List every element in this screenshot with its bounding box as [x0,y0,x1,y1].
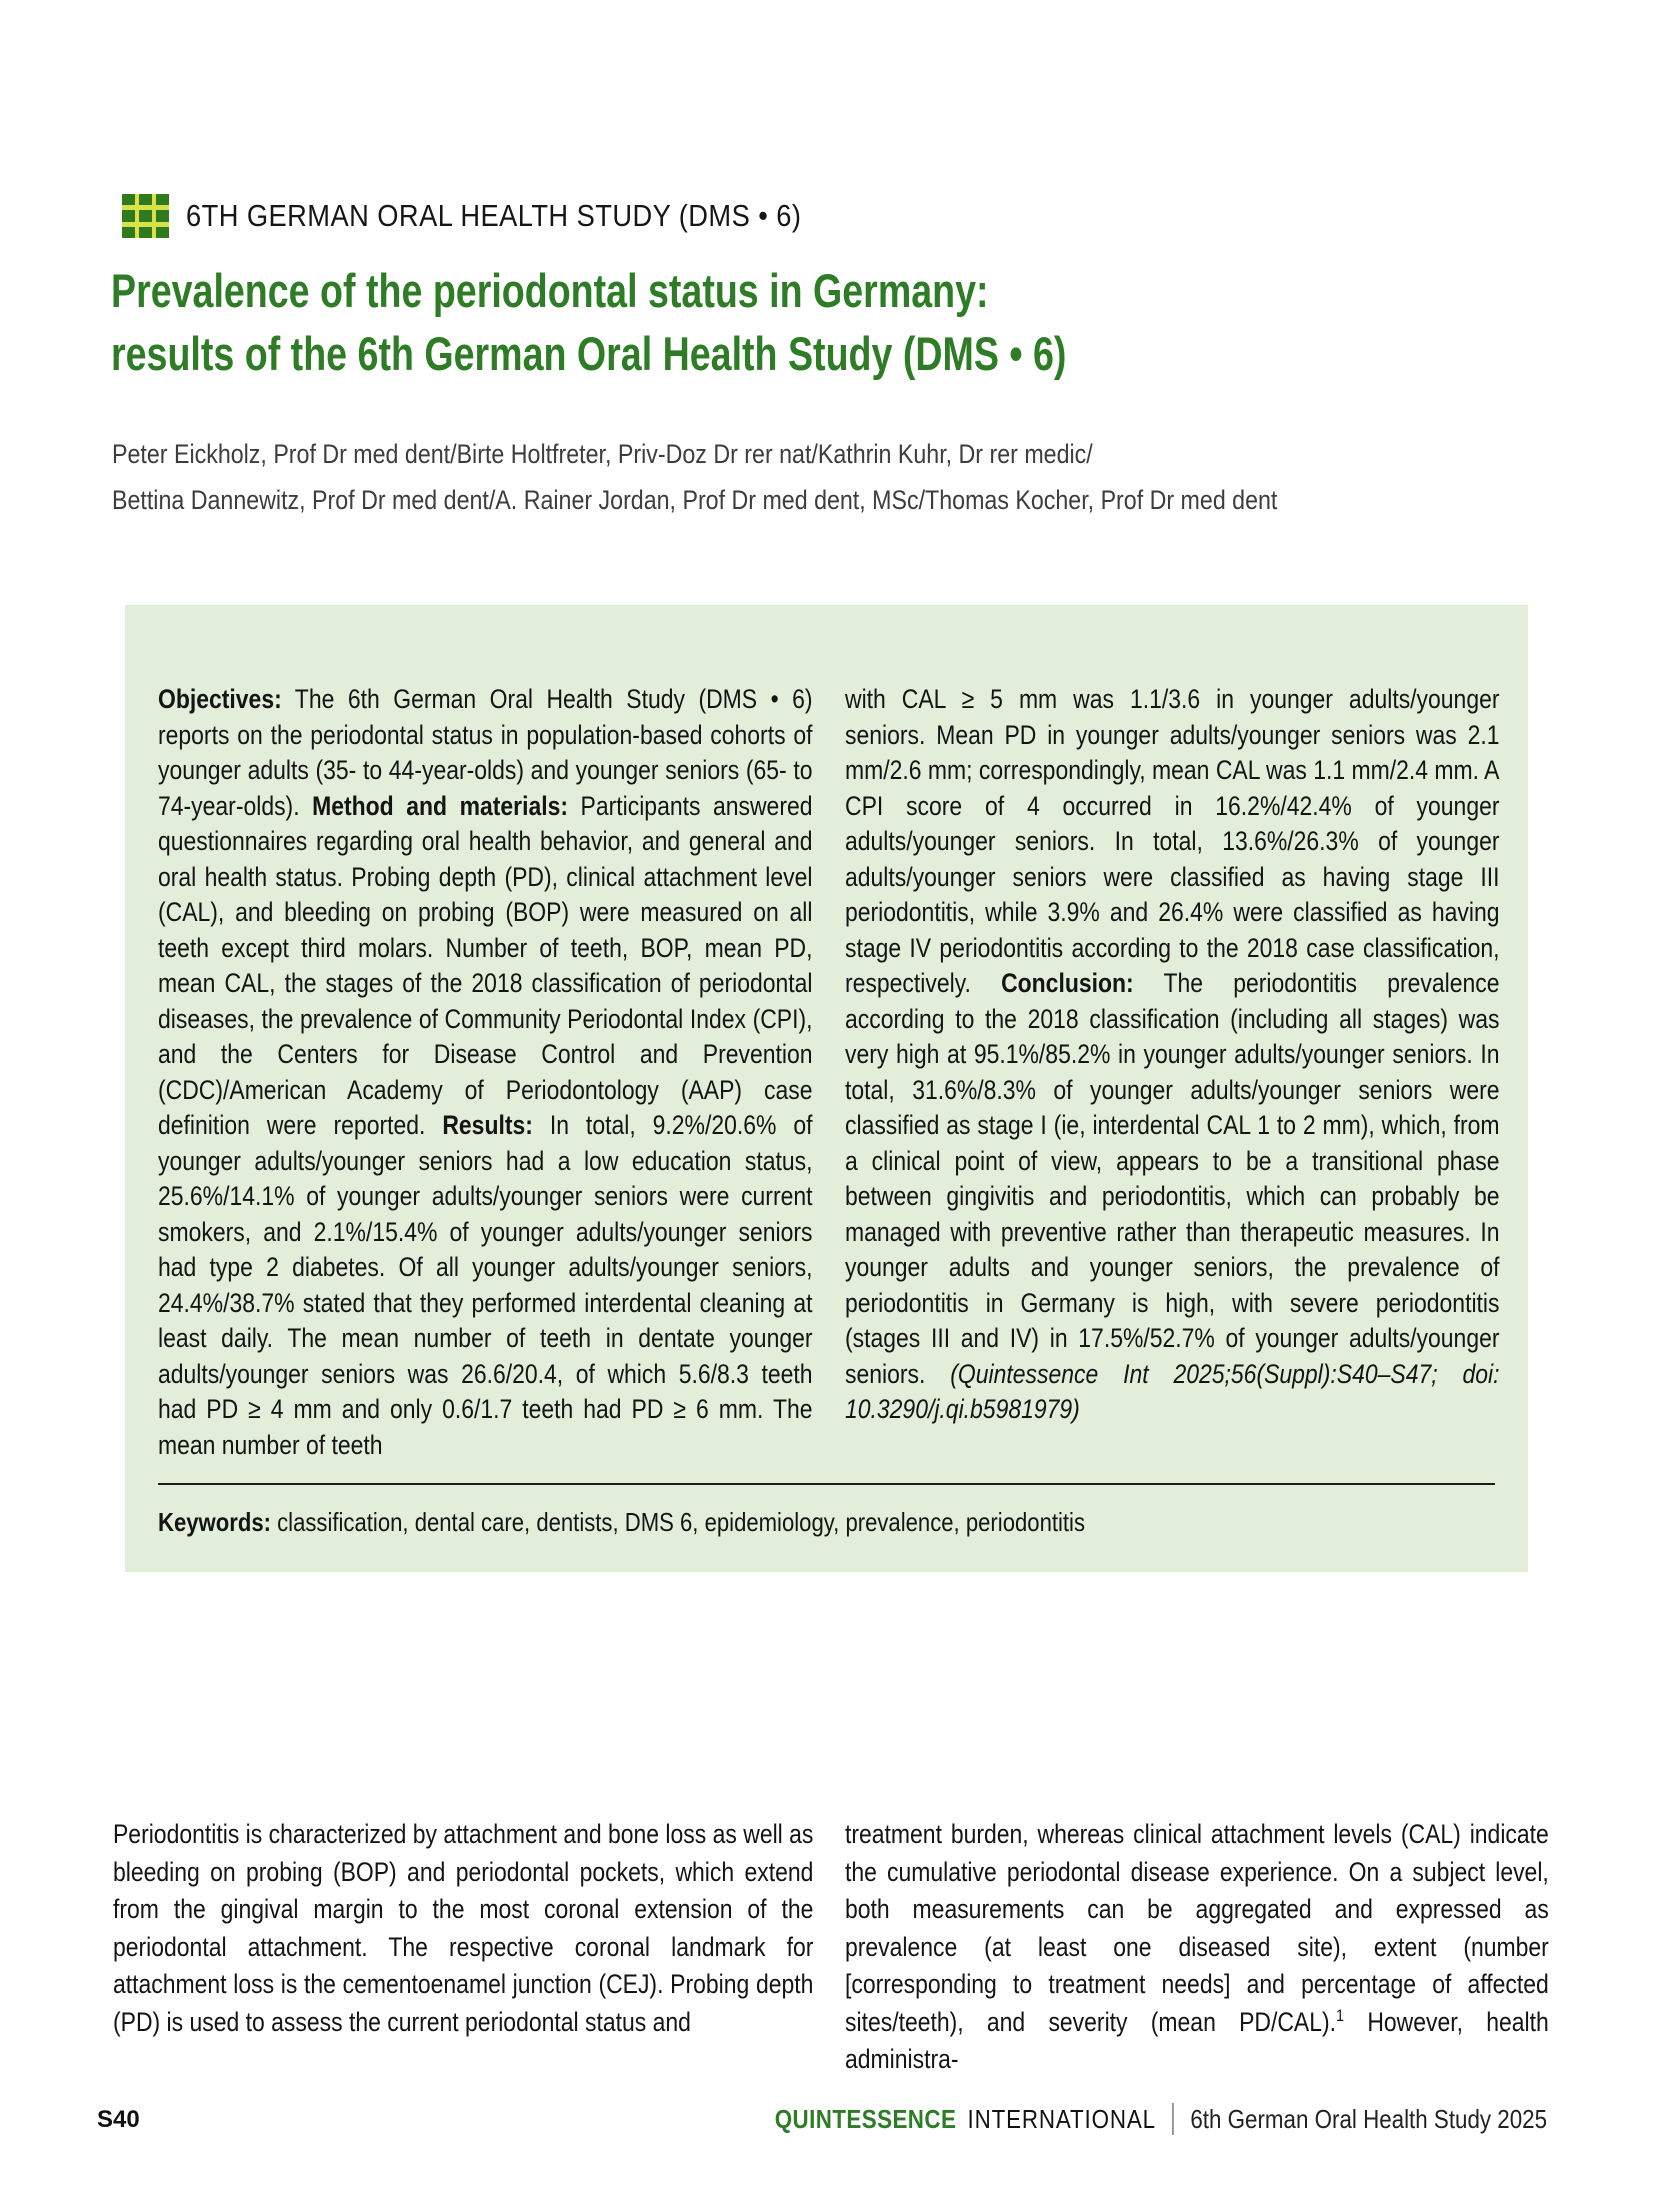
reference-superscript: 1 [1336,2005,1345,2025]
author-list-line2: Bettina Dannewitz, Prof Dr med dent/A. Rainer Jordan, Prof Dr med dent, MSc/Thomas Kocher, Prof Dr med dent [112,485,1278,515]
article-title-line1: Prevalence of the periodontal status in Germany: [111,264,989,317]
article-title [111,259,1066,385]
body-right-text-continued: However, health administra- [845,2006,1549,2074]
body-left-text: Periodontitis is characterized by attachment and bone loss as well as bleeding on probing (BOP) and periodontal pockets, which extend from the gingival margin to the most coronal extension of the periodontal attachment. The respective coronal landmark for attachment loss is the cementoenamel junction (CEJ). Probing depth (PD) is used to assess the current periodontal status and [113,1819,814,2037]
conclusion-text: The periodontitis prevalence according to the 2018 classification (including all stages) was very high at 95.1%/85.2% in younger adults/younger seniors. In total, 31.6%/8.3% of younger adults/younger seniors were classified as stage I (ie, interdental CAL 1 to 2 mm), which, from a clinical point of view, appears to be a transitional phase between gingivitis and periodontitis, which can probably be managed with preventive rather than therapeutic measures. In younger adults and younger seniors, the prevalence of periodontitis in Germany is high, with severe periodontitis (stages III and IV) in 17.5%/52.7% of younger adults/younger seniors. [845,968,1500,1389]
keywords-label: Keywords: [158,1507,271,1537]
keywords-divider [158,1483,1495,1485]
method-label: Method and materials: [312,790,569,821]
article-title-line2: results of the 6th German Oral Health Study (DMS • 6) [111,327,1067,380]
objectives-label: Objectives: [158,684,282,714]
results-label: Results: [442,1110,533,1140]
journal-citation: (Quintessence Int 2025;56(Suppl):S40–S47; doi: 10.3290/j.qi.b5981979) [845,1358,1500,1424]
body-right-column [845,1816,1549,2079]
page-number: S40 [97,2106,140,2133]
results-text: In total, 9.2%/20.6% of younger adults/younger seniors had a low education status, 25.6%/14.1% of younger adults/younger seniors were current smokers, and 2.1%/15.4% of younger adults/younger seniors had type 2 diabetes. Of all younger adults/younger seniors, 24.4%/38.7% stated that they performed interdental cleaning at least daily. The mean number of teeth in dentate younger adults/younger seniors was 26.6/20.4, of which 5.6/8.3 teeth had PD ≥ 4 mm and only 0.6/1.7 teeth had PD ≥ 6 mm. The mean number of teeth [158,1110,813,1460]
running-footer [775,2103,1547,2135]
keywords-text: classification, dental care, dentists, DMS 6, epidemiology, prevalence, periodontitis [270,1507,1086,1537]
author-list-line1: Peter Eickholz, Prof Dr med dent/Birte Holtfreter, Priv-Doz Dr rer nat/Kathrin Kuhr, Dr rer medic/ [112,439,1093,469]
abstract-right-column [845,682,1500,1506]
author-list [112,431,1277,523]
method-text: Participants answered questionnaires regarding oral health behavior, and general and oral health status. Probing depth (PD), clinical attachment level (CAL), and bleeding on probing (BOP) were measured on all teeth except third molars. Number of teeth, BOP, mean PD, mean CAL, the stages of the 2018 classification of periodontal diseases, the prevalence of Community Periodontal Index (CPI), and the Centers for Disease Control and Prevention (CDC)/American Academy of Periodontology (AAP) case definition were reported. [158,790,813,1140]
journal-name-bold: QUINTESSENCE [774,2103,957,2134]
objectives-text: The 6th German Oral Health Study (DMS • 6) reports on the periodontal status in population-based cohorts of younger adults (35- to 44-year-olds) and younger seniors (65- to 74-year-olds). [158,684,813,821]
footer-separator [1172,2103,1174,2135]
body-left-column [113,1816,813,2041]
abstract-box [125,605,1528,1572]
results-continued-text: with CAL ≥ 5 mm was 1.1/3.6 in younger adults/younger seniors. Mean PD in younger adults/younger seniors was 2.1 mm/2.6 mm; correspondingly, mean CAL was 1.1 mm/2.4 mm. A CPI score of 4 occurred in 16.2%/42.4% of younger adults/younger seniors. In total, 13.6%/26.3% of younger adults/younger seniors were classified as having stage III periodontitis, while 3.9% and 26.4% were classified as having stage IV periodontitis according to the 2018 case classification, respectively. [845,684,1500,998]
conclusion-label: Conclusion: [1001,968,1134,998]
issue-label: 6th German Oral Health Study 2025 [1190,2103,1547,2134]
journal-name-regular: INTERNATIONAL [967,2103,1156,2134]
series-header [122,194,885,238]
keywords-line [158,1502,1085,1542]
abstract-left-column [158,682,813,1506]
series-title: 6TH GERMAN ORAL HEALTH STUDY (DMS • 6) [186,198,802,233]
dms6-grid-icon [122,194,169,238]
body-right-text: treatment burden, whereas clinical attachment levels (CAL) indicate the cumulative periodontal disease experience. On a subject level, both measurements can be aggregated and expressed as prevalence (at least one diseased site), extent (number [corresponding to treatment needs] and percentage of affected sites/teeth), and severity (mean PD/CAL). [845,1819,1549,2037]
